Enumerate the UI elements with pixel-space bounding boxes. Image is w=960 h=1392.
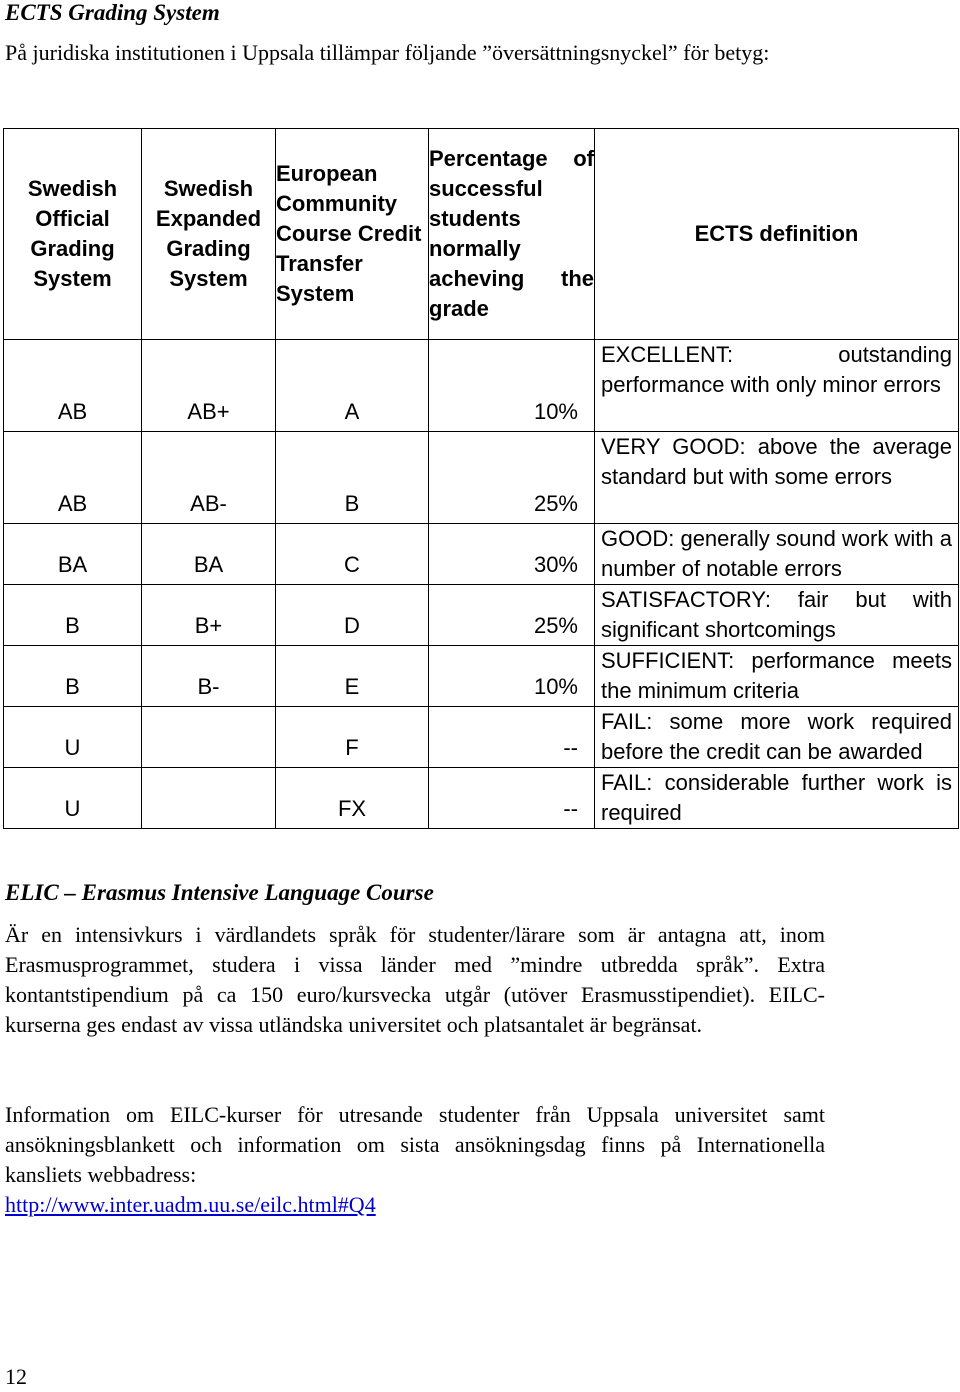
table-row [4,768,959,829]
cell-ects: B [276,432,429,524]
cell-percent: -- [429,707,595,768]
definition-text: EXCELLENT: outstanding performance with only minor errors [601,342,952,397]
header-swedish-expanded: Swedish Expanded Grading System [142,129,276,340]
cell-expanded [142,707,276,768]
definition-text: FAIL: considerable further work is required [601,770,952,825]
cell-percent: 25% [429,432,595,524]
page-number: 12 [5,1364,27,1389]
intro-text: På juridiska institutionen i Uppsala tillämpar följande ”översättningsnyckel” för betyg: [5,40,770,65]
cell-expanded: BA [142,524,276,585]
cell-official: B [4,646,142,707]
cell-percent: 30% [429,524,595,585]
table-row [4,585,959,646]
cell-definition [595,707,959,768]
elic-paragraph: Är en intensivkurs i värdlandets språk för studenter/lärare som är antagna att, inom Erasmusprogrammet, studera i vissa länder med ”mindre utbredda språk”. Extra kontantstipendium på ca 150 euro/kursvecka utgår (utöver Erasmusstipendiet). EILC-kurserna ges endast av vissa utländska universitet och platsantalet är begränsat. [5,922,825,1037]
cell-expanded [142,768,276,829]
cell-expanded: AB+ [142,340,276,432]
table-row [4,646,959,707]
eilc-link[interactable]: http://www.inter.uadm.uu.se/eilc.html#Q4 [5,1192,376,1217]
header-swedish-official: Swedish Official Grading System [4,129,142,340]
cell-ects: A [276,340,429,432]
cell-definition [595,585,959,646]
cell-ects: FX [276,768,429,829]
table-row [4,524,959,585]
cell-ects: E [276,646,429,707]
cell-ects: F [276,707,429,768]
definition-text: GOOD: generally sound work with a number of notable errors [601,526,952,581]
definition-text: FAIL: some more work required before the credit can be awarded [601,709,952,764]
cell-expanded: B- [142,646,276,707]
header-percentage-successful: Percentage of successful students normally acheving the grade [429,129,595,340]
cell-official: AB [4,432,142,524]
cell-percent: 10% [429,340,595,432]
info-text: Information om EILC-kurser för utresande studenter från Uppsala universitet samt ansökningsblankett och information om sista ansökningsdag finns på Internationella kansliets webbadress: [5,1102,825,1187]
definition-text: SUFFICIENT: performance meets the minimum criteria [601,648,952,703]
cell-expanded: AB- [142,432,276,524]
cell-definition [595,340,959,432]
cell-expanded: B+ [142,585,276,646]
elic-heading: ELIC – Erasmus Intensive Language Course [5,880,434,905]
table-header-row [4,129,959,340]
cell-official: U [4,768,142,829]
cell-percent: -- [429,768,595,829]
cell-official: B [4,585,142,646]
header-european-credit-transfer: European Community Course Credit Transfer System [276,129,429,340]
definition-text: VERY GOOD: above the average standard but with some errors [601,434,952,489]
cell-official: U [4,707,142,768]
table-row [4,432,959,524]
page-title: ECTS Grading System [5,0,220,25]
cell-definition [595,646,959,707]
cell-ects: C [276,524,429,585]
definition-text: SATISFACTORY: fair but with significant shortcomings [601,587,952,642]
header-ects-definition: ECTS definition [595,129,959,340]
cell-percent: 25% [429,585,595,646]
ects-grading-table [3,128,959,829]
cell-definition [595,432,959,524]
cell-official: AB [4,340,142,432]
info-paragraph [5,1100,825,1220]
cell-percent: 10% [429,646,595,707]
table-row [4,340,959,432]
cell-definition [595,768,959,829]
cell-ects: D [276,585,429,646]
cell-official: BA [4,524,142,585]
table-row [4,707,959,768]
cell-definition [595,524,959,585]
